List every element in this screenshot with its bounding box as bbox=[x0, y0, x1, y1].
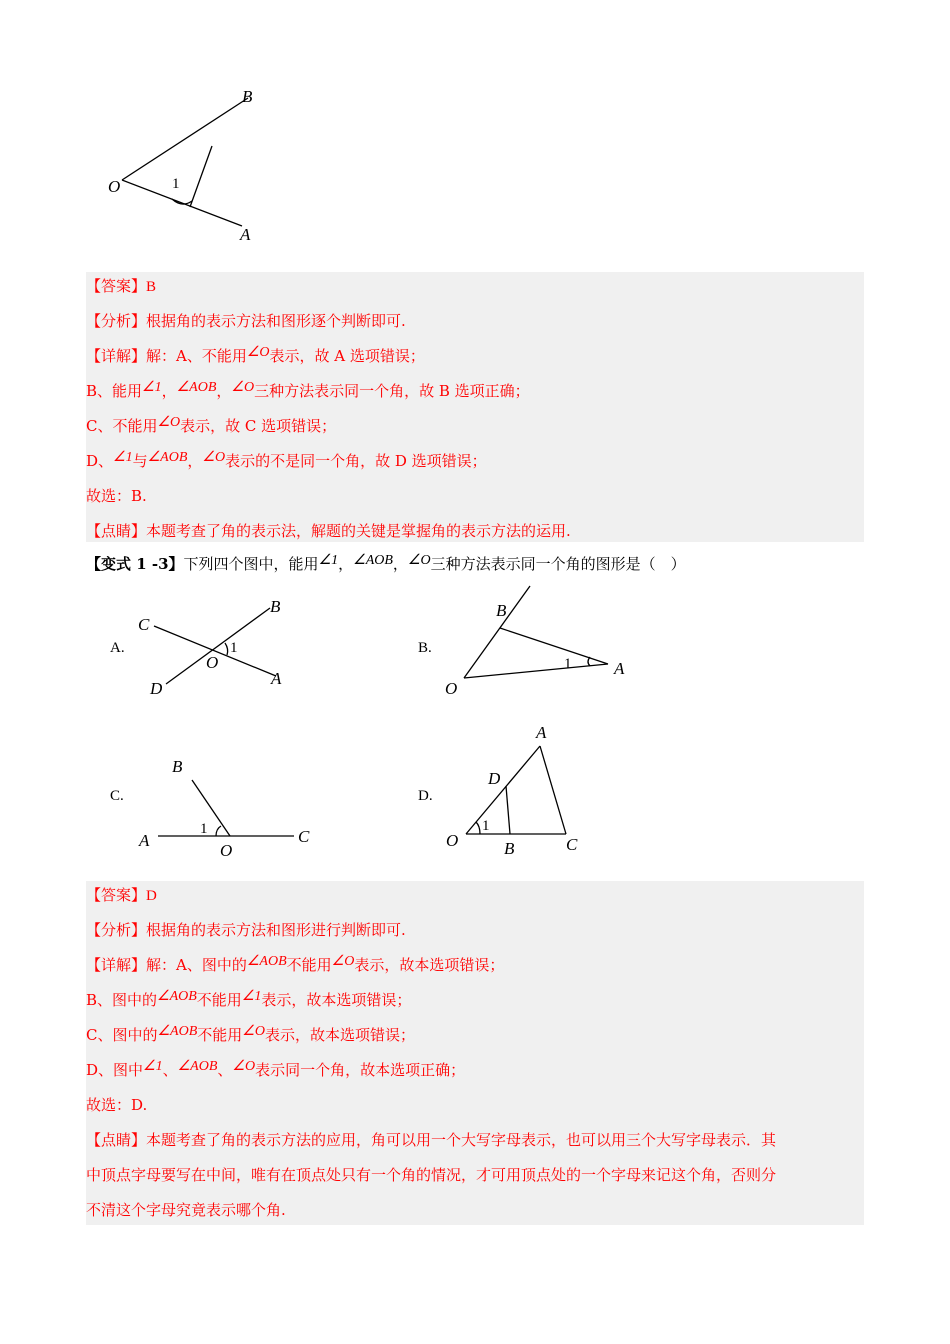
angle-arc bbox=[476, 822, 480, 834]
pt-o: O bbox=[446, 831, 459, 850]
option-d-figure bbox=[440, 720, 600, 862]
detail-c-mid: 不能用 bbox=[197, 1026, 243, 1044]
pt-c: C bbox=[138, 615, 150, 634]
line-db bbox=[166, 608, 270, 684]
angle-arc bbox=[216, 826, 221, 836]
analysis-tag: 【分析】 bbox=[86, 312, 147, 330]
comment-line-1 bbox=[86, 519, 571, 543]
comment-tag: 【点睛】 bbox=[86, 1131, 147, 1149]
math-angle-o: ∠O bbox=[232, 1059, 256, 1074]
answer-line-1 bbox=[86, 274, 156, 298]
math-angle-o: ∠O bbox=[407, 553, 431, 568]
pt-o: O bbox=[445, 679, 458, 697]
line-oa bbox=[466, 746, 540, 834]
math-angle-aob: ∠AOB bbox=[177, 1059, 218, 1074]
answer-value: D bbox=[146, 888, 157, 904]
detail-line-2b bbox=[86, 988, 411, 1012]
comment-tag: 【点睛】 bbox=[86, 522, 147, 540]
detail-line-2c bbox=[86, 1023, 415, 1047]
math-angle-o: ∠O bbox=[331, 954, 355, 969]
question-tag: 【变式 1 -3】 bbox=[86, 555, 184, 573]
detail-b-post: 表示，故本选项错误； bbox=[261, 991, 412, 1009]
pt-c: C bbox=[298, 827, 310, 846]
detail-line-2a bbox=[86, 953, 504, 977]
conclusion: 故选：B. bbox=[86, 487, 147, 505]
math-angle-o: ∠O bbox=[231, 380, 255, 395]
pt-c: C bbox=[566, 835, 578, 854]
math-angle-o: ∠O bbox=[157, 415, 181, 430]
detail-c-post: 表示，故 C 选项错误； bbox=[180, 417, 337, 435]
detail-c-post: 表示，故本选项错误； bbox=[264, 1026, 415, 1044]
detail-d-post: 表示的不是同一个角，故 D 选项错误； bbox=[225, 452, 487, 470]
math-angle-1: ∠1 bbox=[318, 553, 339, 568]
label-1: 1 bbox=[172, 176, 180, 192]
answer-line-2 bbox=[86, 883, 157, 907]
math-angle-aob: ∠AOB bbox=[353, 553, 393, 568]
pt-o: O bbox=[220, 841, 233, 860]
detail-b-mid: 三种方法表示同一个角，故 B 选项正确； bbox=[254, 382, 530, 400]
pt-d: D bbox=[150, 679, 163, 698]
line-oa bbox=[464, 664, 608, 678]
math-angle-1: ∠1 bbox=[143, 1059, 163, 1074]
detail-line-1d bbox=[86, 449, 487, 473]
detail-d-mid: 与 bbox=[132, 452, 148, 470]
math-angle-1: ∠1 bbox=[142, 380, 162, 395]
option-d-label: D. bbox=[418, 788, 433, 804]
detail-a-post: 表示，故本选项错误； bbox=[354, 956, 505, 974]
pt-b: B bbox=[496, 601, 507, 620]
detail-c-pre: C、不能用 bbox=[86, 417, 158, 435]
math-angle-aob: ∠AOB bbox=[147, 450, 188, 465]
dun: 、 bbox=[162, 1061, 178, 1079]
pt-b: B bbox=[270, 597, 281, 616]
label-o: O bbox=[108, 177, 121, 196]
comma: ， bbox=[392, 555, 408, 573]
detail-line-1c bbox=[86, 414, 336, 438]
pt-1: 1 bbox=[564, 656, 572, 672]
detail-tag: 【详解】 bbox=[86, 956, 147, 974]
question-text-post: 三种方法表示同一个角的图形是（ ） bbox=[430, 555, 686, 573]
answer-tag: 【答案】 bbox=[86, 886, 147, 904]
detail-tag: 【详解】 bbox=[86, 347, 147, 365]
comment-text-2: 中顶点字母要写在中间，唯有在顶点处只有一个角的情况，才可用顶点处的一个字母来记这个角，否则分 bbox=[86, 1166, 777, 1184]
comment-line-2b bbox=[86, 1163, 776, 1187]
option-c-label: C. bbox=[110, 788, 124, 804]
conclusion-line-1 bbox=[86, 484, 147, 508]
pt-d: D bbox=[488, 769, 501, 788]
label-b: B bbox=[242, 87, 253, 106]
detail-line-1b bbox=[86, 379, 530, 403]
analysis-text: 根据角的表示方法和图形逐个判断即可. bbox=[146, 312, 406, 330]
question-line bbox=[86, 552, 686, 576]
math-angle-aob: ∠AOB bbox=[157, 1024, 198, 1039]
conclusion: 故选：D. bbox=[86, 1096, 148, 1114]
ray-ob bbox=[192, 780, 230, 836]
detail-c-pre: C、图中的 bbox=[86, 1026, 158, 1044]
comment-text-1: 本题考查了角的表示方法的应用，角可以用一个大写字母表示，也可以用三个大写字母表示．其 bbox=[146, 1131, 777, 1149]
angle-arc bbox=[588, 657, 590, 666]
detail-a-pre: 解：A、图中的 bbox=[146, 956, 247, 974]
comment-line-2c bbox=[86, 1198, 286, 1222]
conclusion-line-2 bbox=[86, 1093, 147, 1117]
top-angle-figure bbox=[100, 80, 270, 250]
ray-ob bbox=[122, 98, 248, 180]
detail-a-post: 表示，故 A 选项错误； bbox=[269, 347, 425, 365]
math-angle-1: ∠1 bbox=[113, 450, 133, 465]
detail-a-pre: 解：A、不能用 bbox=[146, 347, 247, 365]
comment-line-2a bbox=[86, 1128, 776, 1152]
ray-ob bbox=[464, 586, 530, 678]
comma: ， bbox=[161, 382, 177, 400]
comma: ， bbox=[216, 382, 232, 400]
analysis-text: 根据角的表示方法和图形进行判断即可. bbox=[146, 921, 406, 939]
detail-d-post: 表示同一个角，故本选项正确； bbox=[255, 1061, 466, 1079]
pt-1: 1 bbox=[200, 821, 208, 837]
math-angle-aob: ∠AOB bbox=[157, 989, 197, 1004]
pt-a: A bbox=[536, 723, 547, 742]
option-b-figure bbox=[440, 582, 640, 697]
detail-b-pre: B、能用 bbox=[86, 382, 143, 400]
analysis-line-1 bbox=[86, 309, 406, 333]
math-angle-1: ∠1 bbox=[241, 989, 262, 1004]
detail-d-pre: D、图中 bbox=[86, 1061, 144, 1079]
detail-b-pre: B、图中的 bbox=[86, 991, 158, 1009]
line-db bbox=[506, 786, 510, 834]
detail-a-mid: 不能用 bbox=[286, 956, 332, 974]
option-a-figure bbox=[130, 592, 300, 704]
inner-ray bbox=[190, 146, 212, 207]
pt-o: O bbox=[206, 653, 219, 672]
math-angle-aob: ∠AOB bbox=[246, 954, 287, 969]
comment-text: 本题考查了角的表示法，解题的关键是掌握角的表示方法的运用. bbox=[146, 522, 571, 540]
option-c-figure bbox=[134, 752, 324, 860]
analysis-tag: 【分析】 bbox=[86, 921, 147, 939]
comment-text-3: 不清这个字母究竟表示哪个角. bbox=[86, 1201, 286, 1219]
pt-b: B bbox=[172, 757, 183, 776]
pt-a: A bbox=[139, 831, 150, 850]
detail-d-pre: D、 bbox=[86, 452, 114, 470]
label-a: A bbox=[240, 225, 251, 244]
comma: ， bbox=[187, 452, 203, 470]
math-angle-o: ∠O bbox=[246, 345, 270, 360]
math-angle-o: ∠O bbox=[202, 450, 226, 465]
line-ac bbox=[540, 746, 566, 834]
comma: ， bbox=[338, 555, 354, 573]
answer-tag: 【答案】 bbox=[86, 277, 147, 295]
math-angle-aob: ∠AOB bbox=[176, 380, 217, 395]
pt-a: A bbox=[271, 669, 282, 688]
detail-line-2d bbox=[86, 1058, 465, 1082]
angle-arc bbox=[225, 643, 228, 655]
question-text-pre: 下列四个图中，能用 bbox=[183, 555, 319, 573]
ray-oa bbox=[122, 180, 242, 226]
pt-1: 1 bbox=[230, 640, 238, 656]
math-angle-o: ∠O bbox=[242, 1024, 265, 1039]
dun: 、 bbox=[217, 1061, 233, 1079]
detail-b-mid: 不能用 bbox=[196, 991, 242, 1009]
detail-line-1a bbox=[86, 344, 425, 368]
pt-b: B bbox=[504, 839, 515, 858]
option-a-label: A. bbox=[110, 640, 125, 656]
pt-a: A bbox=[614, 659, 625, 678]
option-b-label: B. bbox=[418, 640, 432, 656]
line-ba bbox=[500, 628, 608, 664]
pt-1: 1 bbox=[482, 818, 490, 834]
analysis-line-2 bbox=[86, 918, 406, 942]
answer-value: B bbox=[146, 279, 157, 295]
